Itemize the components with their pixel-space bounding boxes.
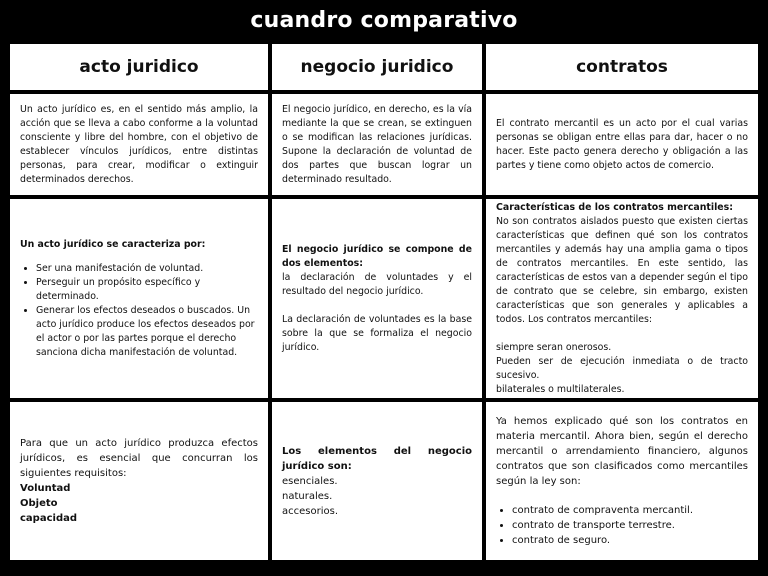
cell-contratos-definition [486,94,758,195]
cell-acto-characteristics [10,199,268,398]
list-item: • Generar los efectos deseados o buscados. Un acto jurídico produce los efectos deseados por el actor o por las partes porque el derecho sanciona dicha manifestación de voluntad. [36,304,258,360]
cell-contratos-types [486,402,758,560]
contratos-characteristics-paragraph: No son contratos aislados puesto que existen ciertas características que definen qué son los contratos mercantiles y además hay una amplia gama o tipos de contratos mercantiles. En este sentido, las características de estos van a depender según el tipo de contrato que se celebre, sin embargo, existen características que son generales y aplicables a todos. Los contratos mercantiles: [496,215,748,325]
list-item: Voluntad [20,483,71,494]
contratos-types-list [496,503,748,548]
cell-acto-definition [10,94,268,195]
contratos-definition-text: El contrato mercantil es un acto por el cual varias personas se obligan entre ellas para dar, hacer o no hacer. Este pacto genera derecho y obligación a las partes y tiene como objeto actos de comercio. [496,117,748,171]
page-title: cuandro comparativo [250,7,518,33]
list-item: Objeto [20,498,58,509]
header-contratos: contratos [486,44,758,90]
negocio-elements-paragraph: La declaración de voluntades es la base sobre la que se formaliza el negocio jurídico. [282,313,472,353]
list-item: bilaterales o multilaterales. [496,383,625,395]
cell-contratos-characteristics [486,199,758,398]
list-item: Pueden ser de ejecución inmediata o de tracto sucesivo. [496,355,748,381]
list-item: • Ser una manifestación de voluntad. [36,262,258,276]
acto-requirements-paragraph: Para que un acto jurídico produzca efectos jurídicos, es esencial que concurran los siguientes requisitos: [20,438,258,479]
acto-characteristics-list [20,262,258,360]
list-item: naturales. [282,490,333,502]
list-item: • contrato de transporte terrestre. [512,518,748,533]
list-item: siempre seran onerosos. [496,341,612,353]
cell-acto-requirements [10,402,268,560]
list-item: • Perseguir un propósito específico y determinado. [36,276,258,304]
list-item: • contrato de seguro. [512,533,748,548]
header-negocio-juridico: negocio juridico [272,44,482,90]
negocio-elements-heading: El negocio jurídico se compone de dos elementos: [282,243,472,269]
negocio-elements-line: la declaración de voluntades y el resultado del negocio jurídico. [282,271,472,297]
cell-negocio-elements [272,199,482,398]
header-acto-juridico: acto juridico [10,44,268,90]
acto-characteristics-heading: Un acto jurídico se caracteriza por: [20,238,206,250]
list-item: capacidad [20,513,78,524]
negocio-types-heading: Los elementos del negocio jurídico son: [282,445,472,472]
contratos-characteristics-heading: Características de los contratos mercantiles: [496,201,733,213]
list-item: esenciales. [282,475,338,487]
cell-negocio-types [272,402,482,560]
contratos-types-paragraph: Ya hemos explicado qué son los contratos en materia mercantil. Ahora bien, según el derecho mercantil o arrendamiento financiero, algunos contratos que son clasificados como mercantiles según la ley son: [496,416,748,487]
list-item: • contrato de compraventa mercantil. [512,503,748,518]
negocio-definition-text: El negocio jurídico, en derecho, es la vía mediante la que se crean, se extinguen o se modifican las relaciones jurídicas. Supone la declaración de voluntad de dos partes que buscan lograr un determinado resultado. [282,103,472,185]
acto-definition-text: Un acto jurídico es, en el sentido más amplio, la acción que se lleva a cabo conforme a la voluntad consciente y libre del hombre, con el objetivo de establecer vínculos jurídicos, entre distintas personas, para crear, modificar o extinguir determinados derechos. [20,103,258,185]
list-item: accesorios. [282,505,339,517]
cell-negocio-definition [272,94,482,195]
